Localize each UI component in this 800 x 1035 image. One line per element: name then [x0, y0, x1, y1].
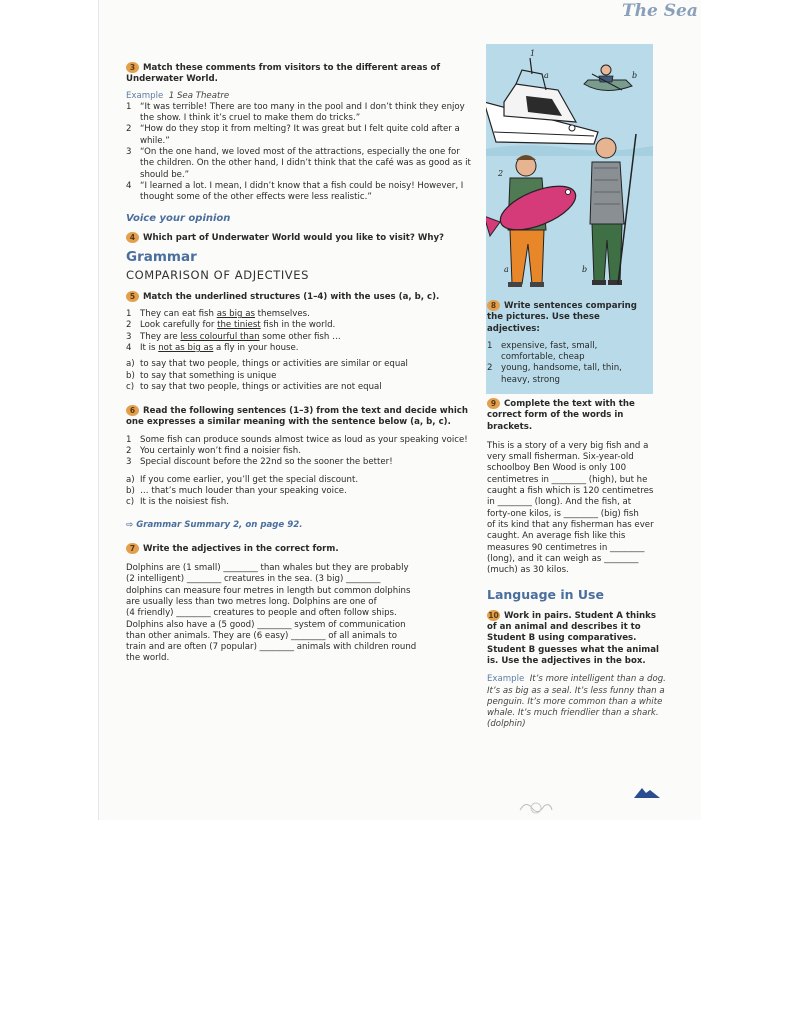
picture-label-a: a [504, 265, 509, 274]
list-item: a) to say that two people, things or activities are similar or equal [126, 359, 408, 370]
text-line: (long), and it can weigh as ________ [487, 553, 639, 564]
small-boat-drawing [584, 65, 632, 91]
running-head: The Sea [622, 1, 698, 21]
text-line: than other animals. They are (6 easy) ________ of all animals to [126, 630, 397, 641]
yacht-drawing [486, 58, 598, 144]
exercise-9-text [487, 441, 667, 577]
text-line: Dolphins also have a (5 good) ________ system of communication [126, 619, 406, 630]
voice-your-opinion-heading: Voice your opinion [126, 212, 231, 224]
exercise-5-instruction: 5 Match the underlined structures (1–4) with the uses (a, b, c). [126, 291, 476, 303]
tall-fisherman-drawing [590, 134, 636, 285]
picture-label-b: b [632, 71, 638, 80]
list-item: c) It is the noisiest fish. [126, 497, 229, 508]
list-item: 2 Look carefully for the tiniest fish in the world. [126, 320, 336, 331]
text-line: caught. An average fish like this [487, 531, 626, 542]
text-line: measures 90 centimetres in ________ [487, 542, 645, 553]
exercise-5-items [126, 309, 476, 354]
list-item: b) to say that something is unique [126, 370, 277, 381]
list-item: 1 “It was terrible! There are too many in the pool and I don’t think they enjoy the show. I think it’s cruel to make them do tricks.” [126, 101, 465, 124]
exercise-7-text [126, 563, 476, 665]
text-line: of its kind that any fisherman has ever [487, 519, 654, 530]
list-item: 4 “I learned a lot. I mean, I didn’t know that a fish could be noisy! However, I thought some of the other effects were less realistic.” [126, 180, 464, 203]
text-line: centimetres in ________ (high), but he [487, 474, 648, 485]
list-item: 3 “On the one hand, we loved most of the attractions, especially the one for the children. On the other hand, I didn’t think that the café was as good as it should be.” [126, 147, 471, 180]
list-item: 3 Special discount before the 22nd so the sooner the better! [126, 457, 393, 468]
exercise-3-example: Example 1 Sea Theatre [126, 90, 230, 101]
list-item: 1 expensive, fast, small, comfortable, cheap [487, 340, 598, 363]
next-page-arrow-icon [634, 788, 660, 800]
grammar-summary-link[interactable]: ⇨ Grammar Summary 2, on page 92. [126, 519, 303, 530]
list-item: 2 “How do they stop it from melting? It was great but I felt quite cold after a while.” [126, 124, 460, 146]
left-column [126, 62, 476, 665]
list-item: 4 It is not as big as a fly in your house. [126, 342, 299, 353]
text-line: (2 intelligent) ________ creatures in the sea. (3 big) ________ [126, 574, 381, 585]
list-item: 2 You certainly won’t find a noisier fish. [126, 446, 301, 457]
list-item: 1 They can eat fish as big as themselves. [126, 309, 310, 320]
list-item: 2 young, handsome, tall, thin, heavy, strong [487, 363, 622, 385]
exercise-9-instruction: 9 Complete the text with the correct form of the words in brackets. [487, 399, 635, 432]
picture-label-b: b [582, 265, 588, 274]
text-line: (much) as 30 kilos. [487, 565, 569, 576]
picture-label-2: 2 [498, 169, 504, 178]
text-line: the world. [126, 653, 170, 664]
list-item: 3 They are less colourful than some other fish … [126, 331, 341, 342]
text-line: Dolphins are (1 small) ________ than whales but they are probably [126, 563, 409, 574]
exercise-5-uses [126, 359, 476, 393]
exercise-number-badge: 5 [126, 291, 139, 302]
list-item: 1 Some fish can produce sounds almost twice as loud as your speaking voice! [126, 434, 468, 445]
text-line: are usually less than two metres long. Dolphins are one of [126, 596, 377, 607]
pencil-scribble-mark [516, 796, 556, 818]
exercise-3-items [126, 102, 476, 204]
list-item: a) If you come earlier, you’ll get the special discount. [126, 474, 359, 485]
grammar-heading: Grammar [126, 249, 197, 266]
picture-label-a: a [544, 71, 549, 80]
text-line: schoolboy Ben Wood is only 100 [487, 463, 627, 474]
exercise-number-badge: 6 [126, 405, 139, 416]
exercise-4-instruction: 4 Which part of Underwater World would you like to visit? Why? [126, 232, 476, 244]
exercise-number-badge: 7 [126, 543, 139, 554]
exercise-number-badge: 3 [126, 62, 139, 73]
text-line: dolphins can measure four metres in length but common dolphins [126, 585, 411, 596]
exercise-3-instruction: 3 Match these comments from visitors to the different areas of Underwater World. [126, 63, 441, 85]
list-item: c) to say that two people, things or activities are not equal [126, 381, 382, 392]
picture-label-1: 1 [530, 49, 536, 58]
exercise-8-block [487, 300, 647, 386]
text-line: very small fisherman. Six-year-old [487, 452, 634, 463]
text-line: train and are often (7 popular) ________ animals with children round [126, 642, 417, 653]
exercise-number-badge: 9 [487, 398, 500, 409]
exercise-number-badge: 8 [487, 300, 500, 311]
exercise-8-items [487, 341, 647, 386]
exercise-10-instruction: 10 Work in pairs. Student A thinks of an animal and describes it to Student B using comparatives. Student B guesses what the animal is. Use the adjectives in the box. [487, 610, 659, 666]
exercise-6-options [126, 475, 476, 509]
exercise-number-badge: 10 [488, 610, 499, 620]
text-line: (4 friendly) ________ creatures to people and often follow ships. [126, 608, 397, 619]
exercise-10-example: Example It’s more intelligent than a dog. It’s as big as a seal. It’s less funny than a penguin. It’s more common than a white whale. It’s much friendlier than a shark. (dolphin) [487, 674, 666, 730]
text-line: in ________ (long). And the fish, at [487, 497, 632, 508]
text-line: This is a story of a very big fish and a [487, 440, 649, 451]
page-edge [98, 0, 99, 820]
text-line: caught a fish which is 120 centimetres [487, 486, 654, 497]
exercise-6-items [126, 435, 476, 469]
comparison-heading: COMPARISON OF ADJECTIVES [126, 268, 310, 283]
list-item: b) … that’s much louder than your speaking voice. [126, 485, 347, 496]
arrow-right-icon: ⇨ [126, 519, 134, 530]
text-line: forty-one kilos, is ________ (big) fish [487, 508, 639, 519]
exercise-7-instruction: 7 Write the adjectives in the correct form. [126, 543, 476, 555]
exercise-6-instruction: 6 Read the following sentences (1–3) from the text and decide which one expresses a similar meaning with the sentence below (a, b, c). [126, 406, 468, 428]
exercise-number-badge: 4 [126, 232, 139, 243]
exercise-8-instruction: 8 Write sentences comparing the pictures. Use these adjectives: [487, 301, 637, 334]
language-in-use-heading: Language in Use [487, 587, 604, 603]
right-column [487, 398, 667, 731]
